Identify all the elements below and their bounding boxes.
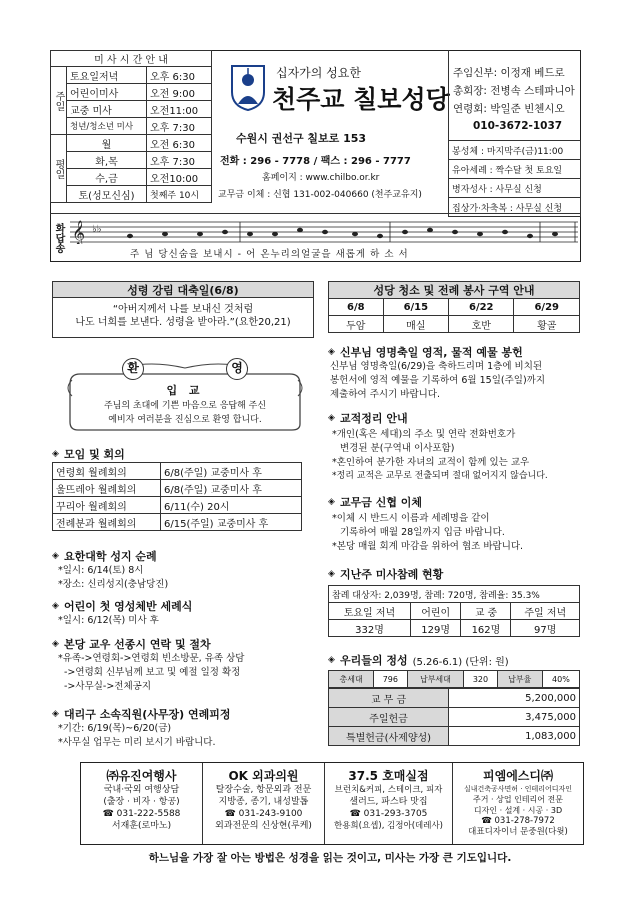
cleaning-area: 황골 <box>514 316 580 333</box>
hymn-lyrics: 주 님 당신숨을 보내시 - 어 온누리의얼굴을 새롭게 하 소 서 <box>130 249 409 260</box>
ad-line: 디자인 · 설계 · 시공 · 3D <box>473 806 563 815</box>
offering-amount: 5,200,000 <box>449 689 580 708</box>
ad-line: 국내·국외 여행상담 <box>103 785 180 795</box>
ad-interior <box>453 763 583 844</box>
cleaning-title: 성당 청소 및 전례 봉사 구역 안내 <box>329 282 580 299</box>
ad-title: 피엠에스디㈜ <box>483 769 553 783</box>
meeting-when: 6/8(주일) 교중미사 후 <box>161 480 302 497</box>
church-name: 천주교 칠보성당 <box>272 85 450 114</box>
mass-row-label: 청년/청소년 미사 <box>67 118 147 135</box>
ad-line: ☎ 031-293-3705 <box>349 809 428 819</box>
ad-line: (출장 · 비자 · 항공) <box>103 797 180 807</box>
attendance-value: 332명 <box>329 620 411 637</box>
service-row: 집상가·차축복 : 사무실 신청 <box>449 198 581 217</box>
pentecost-line2: 나도 너희를 보낸다. 성령을 받아라.”(요한20,21) <box>75 317 291 328</box>
meeting-name: 전례분과 월례회의 <box>53 514 161 531</box>
registry-line4: *정리 교적은 교무로 전출되며 절대 없어지지 않습니다. <box>332 471 548 481</box>
mass-row-label: 화,목 <box>67 152 147 169</box>
meeting-when: 6/8(주일) 교중미사 후 <box>161 463 302 480</box>
welcome-title: 입 교 <box>166 384 204 397</box>
offering-label: 교 무 금 <box>329 689 449 708</box>
offering-stat: 320 <box>464 671 497 688</box>
substitute-line1: *기간: 6/19(목)~6/20(금) <box>58 723 172 734</box>
cleaning-date: 6/15 <box>383 299 448 316</box>
cleaning-date: 6/22 <box>449 299 514 316</box>
substitute-line2: *사무실 업무는 미리 보시기 바랍니다. <box>58 737 216 748</box>
diamond-icon: ◈ <box>328 347 335 357</box>
staff-box <box>448 50 581 140</box>
registry-line1: *개인(혹은 세대)의 주소 및 연락 전화번호가 <box>332 429 516 440</box>
mass-row-time: 오전10:00 <box>147 169 212 186</box>
ad-line: 샐러드, 파스타 맛집 <box>349 797 428 807</box>
offering-label: 주일헌금 <box>329 708 449 727</box>
pentecost-box <box>52 298 314 338</box>
mass-row-time: 오전 6:30 <box>147 135 212 152</box>
funeral-line2: ->연령회 신부님께 보고 및 예절 일정 확정 <box>64 667 241 678</box>
registry-heading <box>328 410 408 426</box>
attendance-header: 주일 저녁 <box>511 603 580 620</box>
offering-heading <box>328 652 509 668</box>
svg-text:𝄞: 𝄞 <box>72 221 86 244</box>
attendance-header: 어린이 <box>410 603 460 620</box>
attendance-header: 토요일 저녁 <box>329 603 411 620</box>
ad-line: ☎ 031-278-7972 <box>481 816 555 826</box>
cleaning-area: 호반 <box>449 316 514 333</box>
yohan-line1: *일시: 6/14(토) 8시 <box>58 565 144 576</box>
cleaning-area: 매실 <box>383 316 448 333</box>
communion-line1: *일시: 6/12(목) 미사 후 <box>58 615 159 626</box>
church-homepage[interactable]: 홈페이지 : www.chilbo.or.kr <box>262 173 380 183</box>
sunday-label: 주일 <box>51 67 67 135</box>
mass-row-time: 오후 7:30 <box>147 118 212 135</box>
mass-schedule-table <box>50 50 212 203</box>
priest-feast-line1: 신부님 영명축일(6/29)을 축하드리며 1층에 비치된 <box>330 361 543 372</box>
mass-row-label: 수,금 <box>67 169 147 186</box>
ad-title: ㈜유진여행사 <box>106 769 177 783</box>
mass-row-time: 오후 6:30 <box>147 67 212 84</box>
mass-row-time: 오전 9:00 <box>147 84 212 101</box>
diamond-icon: ◈ <box>328 413 335 423</box>
priest-feast-line2: 봉헌서에 영적 예물을 기록하여 6월 15일(주일)까지 <box>330 375 546 386</box>
ad-travel <box>81 763 203 844</box>
ad-title: 37.5 호매실점 <box>348 769 429 783</box>
ad-line: ☎ 031-243-9100 <box>224 809 303 819</box>
offering-title: 우리들의 정성 <box>340 654 408 667</box>
services-table <box>448 140 581 217</box>
mass-row-label: 토(성모신심) <box>67 186 147 203</box>
dues-line1: *이체 시 반드시 이름과 세례명을 같이 <box>332 513 490 524</box>
substitute-title: 대리구 소속직원(사무장) 연례피정 <box>64 708 231 721</box>
church-subtitle: 십자가의 성요한 <box>276 66 361 80</box>
mass-row-label: 교중 미사 <box>67 101 147 118</box>
mass-title: 미 사 시 간 안 내 <box>51 51 212 67</box>
mass-row-time: 오후 7:30 <box>147 152 212 169</box>
attendance-value: 97명 <box>511 620 580 637</box>
funeral-line1: *유족->연령회->연령회 빈소방문, 유족 상담 <box>58 653 245 664</box>
attendance-table <box>328 585 580 637</box>
church-phone: 전화 : 296 - 7778 / 팩스 : 296 - 7777 <box>220 156 411 167</box>
communion-heading <box>52 598 192 614</box>
yohan-title: 요한대학 성지 순례 <box>64 550 157 563</box>
cleaning-date: 6/8 <box>329 299 384 316</box>
church-account: 교무금 이체 : 신협 131-002-040660 (천주교유지) <box>218 190 422 200</box>
mass-row-time: 첫째주 10시 <box>147 186 212 203</box>
ad-line: 주거 · 상업 인테리어 전문 <box>473 795 563 804</box>
staff-funeral: 연령회: 박일준 빈첸시오 <box>453 103 565 115</box>
hymn-label: 화답송 <box>53 223 64 253</box>
ad-line: 탈장수술, 항문외과 전문 <box>215 785 312 795</box>
funeral-title: 본당 교우 선종시 연락 및 절차 <box>64 638 211 651</box>
welcome-line2: 예비자 여러분을 진심으로 환영 합니다. <box>108 415 262 425</box>
welcome-scroll <box>60 358 310 434</box>
yohan-heading <box>52 548 157 564</box>
ad-line: 대표디자이너 문중원(다윗) <box>468 827 568 837</box>
pentecost-title: 성령 강림 대축일(6/8) <box>52 281 314 298</box>
svg-text:♭♭: ♭♭ <box>92 224 102 235</box>
ad-line: 브런치&커피, 스테이크, 피자 <box>334 785 443 795</box>
cleaning-area: 두암 <box>329 316 384 333</box>
ad-line: 실내건축공사면허 · 인테리어디자인 <box>463 785 573 793</box>
church-address: 수원시 권선구 칠보로 153 <box>236 132 367 145</box>
attendance-heading <box>328 566 443 582</box>
service-row: 봉성체 : 마지막주(금)11:00 <box>449 141 581 160</box>
music-staff <box>70 214 578 244</box>
welcome-line1: 주님의 초대에 기쁜 마음으로 응답해 주신 <box>103 401 267 411</box>
registry-line3: *혼인하여 분가한 자녀의 교적이 함께 있는 교우 <box>332 457 530 468</box>
offering-amount: 1,083,000 <box>449 727 580 746</box>
meeting-when: 6/15(주일) 교중미사 후 <box>161 514 302 531</box>
diamond-icon: ◈ <box>52 639 59 649</box>
ad-line: 한용희(요셉), 김정아(데레사) <box>334 821 443 831</box>
mass-row-time: 오전11:00 <box>147 101 212 118</box>
diamond-icon: ◈ <box>328 497 335 507</box>
offering-period: (5.26-6.1) (단위: 원) <box>412 656 509 668</box>
ad-title: OK 외과의원 <box>228 769 299 783</box>
offering-stat: 40% <box>542 671 579 688</box>
ad-line: 외과전문의 신상현(루케) <box>215 821 312 831</box>
diamond-icon: ◈ <box>328 569 335 579</box>
dues-heading <box>328 494 422 510</box>
offering-amount: 3,475,000 <box>449 708 580 727</box>
staff-president: 총회장: 전병속 스테파니아 <box>453 85 575 97</box>
cleaning-table <box>328 281 580 333</box>
church-emblem-icon <box>228 62 268 112</box>
dues-line2: 기록하여 매월 28일까지 입금 바랍니다. <box>340 527 505 538</box>
ad-line: 지방종, 종기, 내성발톱 <box>218 797 309 807</box>
diamond-icon: ◈ <box>52 449 59 459</box>
ad-line: 서재훈(로마노) <box>111 821 172 831</box>
yohan-line2: *장소: 신리성지(충남당진) <box>58 579 169 590</box>
offering-stat: 총세대 <box>329 671 374 688</box>
welcome-badge-right: 영 <box>226 358 248 380</box>
attendance-header: 교 중 <box>461 603 511 620</box>
offering-stat: 796 <box>374 671 407 688</box>
offering-stat: 납부세대 <box>407 671 464 688</box>
offering-label: 특별헌금(사제양성) <box>329 727 449 746</box>
diamond-icon: ◈ <box>52 551 59 561</box>
pentecost-line1: “아버지께서 나를 보내신 것처럼 <box>112 304 254 315</box>
diamond-icon: ◈ <box>52 709 59 719</box>
cleaning-date: 6/29 <box>514 299 580 316</box>
priest-feast-title: 신부님 영명축일 영적, 물적 예물 봉헌 <box>340 346 523 359</box>
funeral-line3: ->사무실->전체공지 <box>64 681 152 692</box>
funeral-heading <box>52 636 211 652</box>
attendance-value: 129명 <box>410 620 460 637</box>
service-row: 유아세례 : 짝수달 첫 토요일 <box>449 160 581 179</box>
offering-stats-table <box>328 670 580 688</box>
ad-restaurant <box>325 763 453 844</box>
offering-stat: 납부율 <box>497 671 542 688</box>
attendance-value: 162명 <box>461 620 511 637</box>
staff-phone: 010-3672-1037 <box>473 120 563 132</box>
ad-clinic <box>203 763 325 844</box>
dues-line3: *본당 매월 회계 마감을 위하여 협조 바랍니다. <box>332 541 524 552</box>
priest-feast-heading <box>328 344 523 360</box>
mass-row-label: 토요일저녁 <box>67 67 147 84</box>
service-row: 병자성사 : 사무실 신청 <box>449 179 581 198</box>
weekday-label: 평일 <box>51 135 67 203</box>
attendance-title: 지난주 미사참례 현황 <box>340 568 444 581</box>
dues-title: 교무금 신협 이체 <box>340 496 423 509</box>
meetings-table <box>52 462 302 531</box>
footer-text: 하느님을 가장 잘 아는 방법은 성경을 읽는 것이고, 미사는 가장 큰 기도입니다. <box>148 852 512 864</box>
ad-line: ☎ 031-222-5588 <box>102 809 181 819</box>
registry-title: 교적정리 안내 <box>340 412 408 425</box>
substitute-heading <box>52 706 230 722</box>
mass-row-label: 어린이미사 <box>67 84 147 101</box>
meeting-name: 울뜨레아 월례회의 <box>53 480 161 497</box>
communion-title: 어린이 첫 영성체반 세례식 <box>64 600 193 613</box>
attendance-summary: 참례 대상자: 2,039명, 참례: 720명, 참례율: 35.3% <box>329 586 580 603</box>
priest-feast-line3: 제출하여 주시기 바랍니다. <box>330 389 441 400</box>
staff-pastor: 주임신부: 이정재 베드로 <box>453 67 565 79</box>
meetings-title: 모임 및 회의 <box>64 448 125 461</box>
diamond-icon: ◈ <box>328 655 335 665</box>
offering-table <box>328 688 580 746</box>
diamond-icon: ◈ <box>52 601 59 611</box>
meeting-when: 6/11(수) 20시 <box>161 497 302 514</box>
registry-line2: 변경된 분(구역내 이사포함) <box>340 443 455 454</box>
mass-row-label: 월 <box>67 135 147 152</box>
meetings-heading <box>52 446 125 462</box>
meeting-name: 꾸리아 월례회의 <box>53 497 161 514</box>
meeting-name: 연령회 월례회의 <box>53 463 161 480</box>
welcome-badge-left: 환 <box>122 358 144 380</box>
